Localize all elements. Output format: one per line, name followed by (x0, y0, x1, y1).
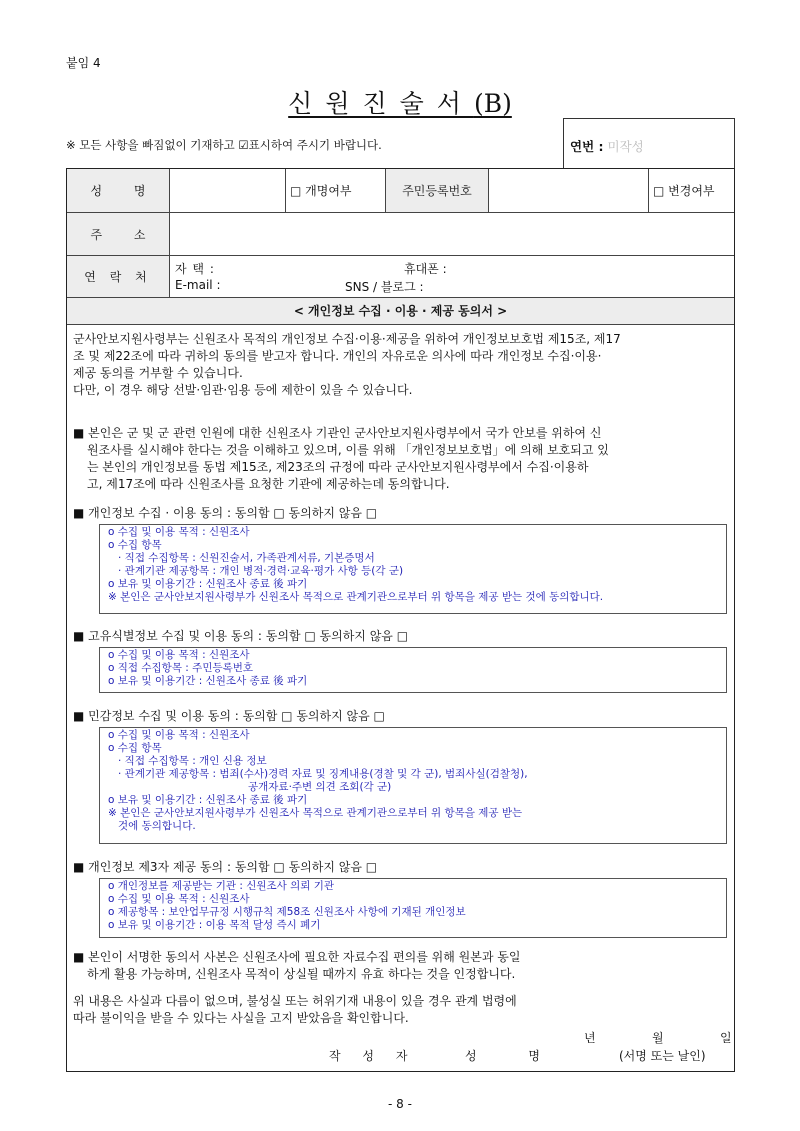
copy-validity-statement (73, 949, 728, 983)
list-item: o 보유 및 이용기간 : 신원조사 종료 後 파기 (108, 794, 308, 806)
rrn-label-cell (386, 169, 489, 212)
list-item: 공개자료·주변 의견 조회(각 군) (248, 781, 392, 793)
list-item: o 수집 항목 (108, 539, 162, 551)
list-item: ※ 본인은 군사안보지원사령부가 신원조사 목적으로 관계기관으로부터 위 항목을 제공 받는 것에 동의합니다. (108, 591, 604, 603)
intro-line: 제공 동의를 거부할 수 있습니다. (73, 366, 243, 380)
sns-label: SNS / 블로그 : (345, 280, 424, 294)
rename-checkbox[interactable] (286, 169, 386, 212)
consent-intro (73, 331, 728, 399)
sensitive-info-consent-heading[interactable]: ■ 민감정보 수집 및 이용 동의 : 동의함 □ 동의하지 않음 □ (73, 709, 385, 723)
copy-line: ■ 본인이 서명한 동의서 사본은 신원조사에 필요한 자료수집 편의를 위해 원본과 동일 (73, 950, 521, 964)
contact-label-cell (67, 256, 170, 297)
writer-label: 작 성 자 (329, 1049, 417, 1063)
statement-line: ■ 본인은 군 및 군 관련 인원에 대한 신원조사 기관인 군사안보지원사령부에서 국가 안보를 위하여 신 (73, 426, 602, 440)
list-item: o 보유 및 이용기간 : 신원조사 종료 後 파기 (108, 578, 308, 590)
list-item: o 제공항목 : 보안업무규정 시행규칙 제58조 신원조사 사항에 기재된 개인정보 (108, 906, 466, 918)
rrn-input[interactable] (489, 169, 649, 212)
attachment-label: 붙임 4 (66, 56, 101, 70)
address-row (67, 213, 734, 256)
email-label: E-mail : (175, 278, 221, 292)
mobile-label: 휴대폰 : (404, 262, 447, 276)
name-label-cell (67, 169, 170, 212)
change-checkbox[interactable] (649, 169, 736, 212)
serial-number-label: 연번 : (570, 139, 604, 154)
address-label: 주 소 (90, 227, 160, 242)
list-item: · 관계기관 제공항목 : 개인 병적·경력·교육·평가 사항 등(각 군) (118, 565, 404, 577)
confirmation-statement (73, 993, 728, 1027)
rrn-label: 주민등록번호 (402, 184, 472, 198)
list-item: o 보유 및 이용기간 : 신원조사 종료 後 파기 (108, 675, 308, 687)
name-input[interactable] (170, 169, 286, 212)
list-item: · 관계기관 제공항목 : 범죄(수사)경력 자료 및 징계내용(경찰 및 각 군), 범죄사실(검찰청), (118, 768, 528, 780)
intro-line: 조 및 제22조에 따라 귀하의 동의를 받고자 합니다. 개인의 자유로운 의사에 따라 개인정보 수집·이용· (73, 349, 602, 363)
list-item: o 수집 및 이용 목적 : 신원조사 (108, 649, 250, 661)
list-item: o 수집 항목 (108, 742, 162, 754)
statement-line: 원조사를 실시해야 한다는 것을 이해하고 있으며, 이를 위해 「개인정보보호법」에 의해 보호되고 있 (87, 443, 609, 457)
list-item: o 직접 수집항목 : 주민등록번호 (108, 662, 254, 674)
third-party-consent-heading[interactable]: ■ 개인정보 제3자 제공 동의 : 동의함 □ 동의하지 않음 □ (73, 860, 378, 874)
rename-check-label: □ 개명여부 (290, 184, 352, 198)
third-party-consent-box (99, 878, 727, 938)
form-table (66, 168, 735, 1072)
list-item: · 직접 수집항목 : 신원진술서, 가족관계서류, 기본증명서 (118, 552, 375, 564)
date-year: 년 (584, 1031, 596, 1045)
personal-info-consent-box (99, 524, 727, 614)
page-number: - 8 - (388, 1097, 412, 1111)
unique-id-consent-heading[interactable]: ■ 고유식별정보 수집 및 이용 동의 : 동의함 □ 동의하지 않음 □ (73, 629, 409, 643)
confirm-line: 위 내용은 사실과 다름이 없으며, 불성실 또는 허위기재 내용이 있을 경우 관계 법령에 (73, 994, 517, 1008)
serial-number-box (563, 118, 735, 168)
list-item: o 보유 및 이용기간 : 이용 목적 달성 즉시 폐기 (108, 919, 321, 931)
intro-line: 군사안보지원사령부는 신원조사 목적의 개인정보 수집·이용·제공을 위하여 개인정보보호법 제15조, 제17 (73, 332, 621, 346)
date-day: 일 (720, 1031, 732, 1045)
title-suffix: (B) (473, 89, 512, 118)
list-item: o 수집 및 이용 목적 : 신원조사 (108, 526, 250, 538)
change-check-label: □ 변경여부 (653, 184, 715, 198)
contact-input[interactable] (170, 256, 736, 297)
consent-statement (73, 425, 728, 493)
home-phone-label: 자 택 : (175, 262, 215, 276)
statement-line: 는 본인의 개인정보를 동법 제15조, 제23조의 규정에 따라 군사안보지원사령부에서 수집·이용하 (87, 460, 589, 474)
date-month: 월 (652, 1031, 664, 1045)
page-title (0, 84, 800, 120)
name-label: 성 명 (90, 184, 160, 198)
intro-line: 다만, 이 경우 해당 선발·임관·임용 등에 제한이 있을 수 있습니다. (73, 383, 413, 397)
unique-id-consent-box (99, 647, 727, 693)
statement-line: 고, 제17조에 따라 신원조사를 요청한 기관에 제공하는데 동의합니다. (87, 477, 450, 491)
contact-label: 연 락 처 (84, 270, 152, 284)
list-item: ※ 본인은 군사안보지원사령부가 신원조사 목적으로 관계기관으로부터 위 항목을 제공 받는 (108, 807, 523, 819)
list-item: o 수집 및 이용 목적 : 신원조사 (108, 729, 250, 741)
serial-number-value: 미작성 (607, 139, 644, 154)
list-item: · 직접 수집항목 : 개인 신용 정보 (118, 755, 267, 767)
confirm-line: 따라 불이익을 받을 수 있다는 사실을 고지 받았음을 확인합니다. (73, 1011, 409, 1025)
signature-hint: (서명 또는 날인) (619, 1049, 706, 1063)
contact-row (67, 256, 734, 298)
signer-name-label[interactable]: 성 명 (465, 1049, 564, 1063)
instruction-notice: ※ 모든 사항을 빠짐없이 기재하고 ☑표시하여 주시기 바랍니다. (66, 138, 382, 152)
copy-line: 하게 활용 가능하며, 신원조사 목적이 상실될 때까지 유효 하다는 것을 인정합니다. (87, 967, 516, 981)
list-item: o 수집 및 이용 목적 : 신원조사 (108, 893, 250, 905)
personal-info-consent-heading[interactable]: ■ 개인정보 수집 · 이용 동의 : 동의함 □ 동의하지 않음 □ (73, 506, 378, 520)
consent-section-title: < 개인정보 수집 · 이용 · 제공 동의서 > (67, 298, 734, 325)
address-label-cell (67, 213, 170, 255)
title-main: 신원진술서 (288, 89, 474, 118)
name-row (67, 169, 734, 213)
address-input[interactable] (170, 213, 736, 255)
list-item: o 개인정보를 제공받는 기관 : 신원조사 의뢰 기관 (108, 880, 335, 892)
list-item: 것에 동의합니다. (118, 820, 196, 832)
sensitive-info-consent-box (99, 727, 727, 844)
